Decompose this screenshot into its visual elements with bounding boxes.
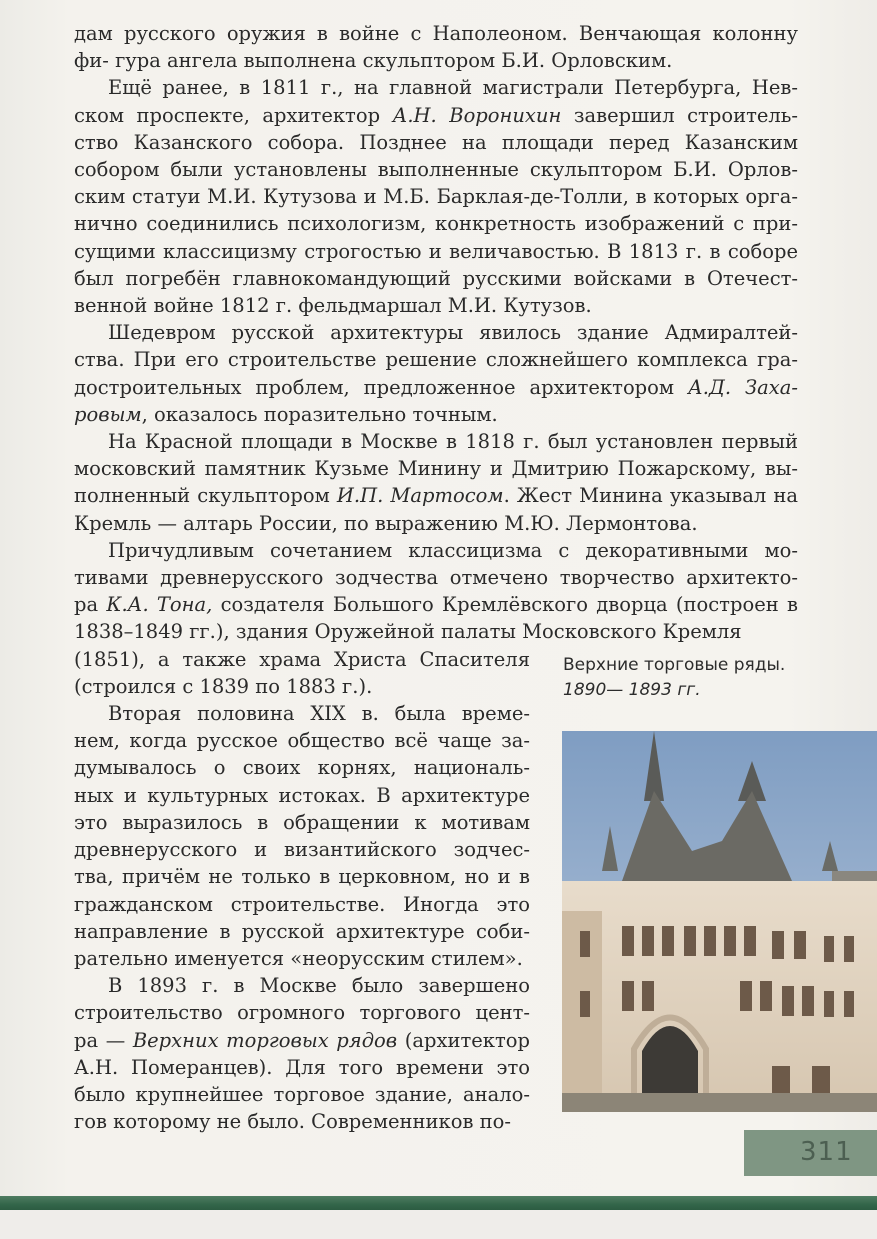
- paragraph-7: В 1893 г. в Москве было завершено строительство огромного торгового цент- ра — Верхних торговых рядов (архитектор А.Н. Померанцев). Для того времени это было крупнейшее торговое здание, анало- гов которому не было. Современников по-: [74, 974, 530, 1134]
- page-number: 311: [800, 1137, 853, 1167]
- paragraph-3: Шедевром русской архитектуры явилось здание Адмиралтей- ства. При его строительстве решение сложнейшего комплекса гра- достроительных проблем, предложенное архитектором А.Д. Заха- ровым, оказалось поразительно точным.: [74, 321, 798, 426]
- photo-caption: [563, 653, 863, 703]
- bottom-margin: [0, 1210, 877, 1239]
- caption-title: Верхние торговые ряды.: [563, 655, 786, 675]
- caption-years: 1890— 1893 гг.: [563, 680, 701, 700]
- sculptor-martos: И.П. Мартосом: [336, 484, 504, 508]
- architect-zakharov: А.Д. Заха-: [688, 375, 798, 399]
- gum-building-illustration: [562, 731, 877, 1112]
- gum-building-photo: [562, 731, 877, 1112]
- paragraph-4: На Красной площади в Москве в 1818 г. был установлен первый московский памятник Кузьме Минину и Дмитрию Пожарскому, вы- полненный скульптором И.П. Мартосом. Жест Минина указывал на Кремль — алтарь России, по выражению М.Ю. Лермонтова.: [74, 430, 798, 535]
- architect-ton: К.А. Тона,: [106, 593, 213, 617]
- paragraph-1: дам русского оружия в войне с Наполеоном. Венчающая колонну фи- гура ангела выполнена скульптором Б.И. Орловским.: [74, 22, 798, 73]
- bottom-green-band: [0, 1196, 877, 1210]
- wrapped-text-column: [74, 646, 530, 1136]
- architect-voronikhin: А.Н. Воронихин: [392, 103, 562, 127]
- upper-trading-rows-term: Верхних торговых рядов: [132, 1028, 398, 1052]
- paragraph-6: Вторая половина XIX в. была време- нем, когда русское общество всё чаще за- думывалось о своих корнях, националь- ных и культурных истоках. В архитектуре это выразилось в обращении к мотивам древнерусского и византийского зодчес- тва, причём не только в церковном, но и в гражданском строительстве. Иногда это направление в русской архитектуре соби- рательно именуется «неорусским стилем».: [74, 702, 530, 970]
- paragraph-5-continued: (1851), а также храма Христа Спасителя (строился с 1839 по 1883 г.).: [74, 647, 530, 698]
- paragraph-5: Причудливым сочетанием классицизма с декоративными мо- тивами древнерусского зодчества отмечено творчество архитекто- ра К.А. Тона, создателя Большого Кремлёвского дворца (построен в 1838–1849 гг.), здания Оружейной палаты Московского Кремля: [74, 538, 798, 644]
- paragraph-2: Ещё ранее, в 1811 г., на главной магистрали Петербурга, Нев- ском проспекте, архитектор А.Н. Воронихин завершил строитель- ство Казанского собора. Позднее на площади перед Казанским собором были установлены выполненные скульптором Б.И. Орлов- ским статуи М.И. Кутузова и М.Б. Барклая-де-Толли, в которых орга- нично соединились психологизм, конкретность изображений с при- сущими классицизму строгостью и величавостью. В 1813 г. в соборе был погребён главнокомандующий русскими войсками в Отечест- венной войне 1812 г. фельдмаршал М.И. Кутузов.: [74, 76, 798, 318]
